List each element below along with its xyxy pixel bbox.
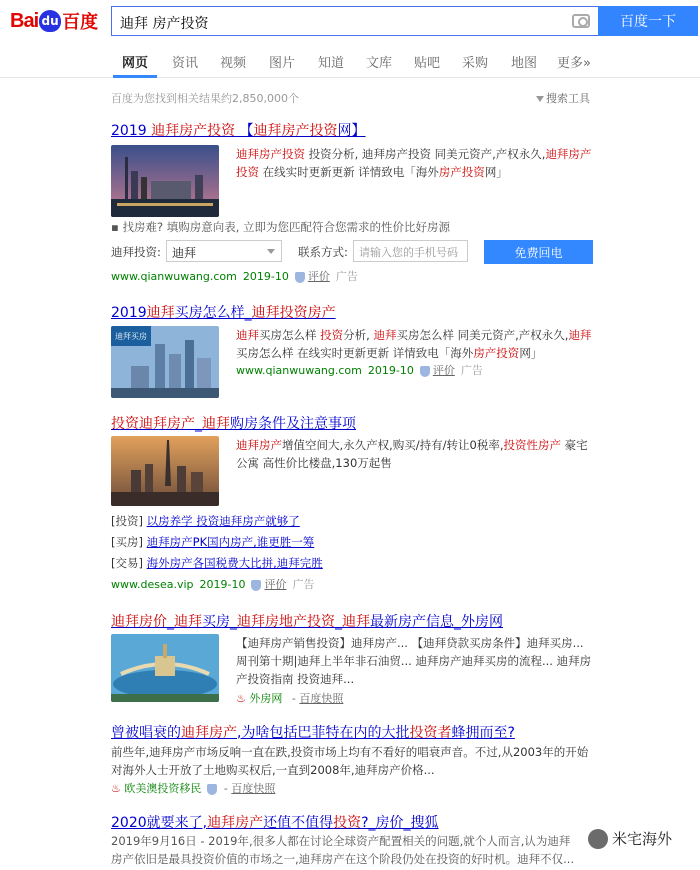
desc-text: 豪宅 公寓 高性价比楼盘,130万起售 (236, 438, 588, 470)
title-highlight: 迪拜房产 (207, 815, 264, 831)
result-4-description: 【迪拜房产销售投资】迪拜房产... 【迪拜贷款买房条件】迪拜买房... 周刊第十期|迪拜上半年非石油贸... 迪拜房产迪拜买房的流程... 迪拜房产投资指南 投资迪拜... (236, 636, 592, 686)
title-highlight: 迪拜房产 (181, 725, 237, 741)
title-text: 【 (235, 123, 254, 139)
result-1-description (236, 145, 596, 181)
baidu-logo[interactable] (10, 8, 98, 34)
tab-tieba[interactable]: 贴吧 (414, 56, 441, 71)
result-3-thumbnail[interactable] (111, 436, 219, 506)
tab-web[interactable]: 网页 (122, 56, 149, 71)
result-4-meta: ♨ 外房网 - 百度快照 (236, 692, 344, 705)
search-input[interactable] (111, 6, 598, 36)
palm-island-image (111, 634, 219, 702)
desc-highlight: 投资 (320, 328, 344, 342)
search-query[interactable]: 迪拜 房产投资 (120, 16, 209, 32)
result-source[interactable]: 欧美澳投资移民 (124, 782, 202, 795)
result-5-meta: ♨ 欧美澳投资移民 - 百度快照 (111, 782, 276, 795)
tab-map[interactable]: 地图 (511, 56, 538, 71)
result-4-thumbnail[interactable] (111, 634, 219, 702)
investment-select-value: 迪拜 (172, 246, 197, 260)
phone-field[interactable]: 请输入您的手机号码 (353, 240, 468, 262)
header (0, 0, 700, 44)
desc-highlight: 迪拜房产投资 (236, 147, 592, 179)
title-highlight: 迪拜 (202, 416, 230, 432)
title-highlight: 迪拜房产投资 (253, 123, 338, 139)
logo-baidu-text: 百度 (62, 12, 99, 33)
title-text: 网】 (337, 123, 366, 139)
title-highlight: 迪拜 (146, 305, 175, 321)
title-text: 还值不值得 (263, 815, 334, 831)
title-highlight: 投资 (333, 815, 362, 831)
watermark (588, 828, 672, 849)
tab-more[interactable]: 更多» (557, 56, 591, 71)
result-url[interactable]: www.qianwuwang.com (111, 270, 237, 283)
tab-wenku[interactable]: 文库 (366, 56, 393, 71)
title-text: _ (335, 614, 342, 630)
desc-text: 买房怎么样 同美元资产,产权永久, (396, 328, 569, 342)
sublink-row[interactable] (111, 555, 323, 571)
result-2-title[interactable] (111, 302, 336, 322)
result-1-tip: ▪ 找房难? 填购房意向表, 立即为您匹配符合您需求的性价比好房源 (111, 220, 451, 234)
shield-icon (207, 784, 217, 795)
result-5-description: 前些年,迪拜房产市场反响一直在跌,投资市场上均有不看好的唱衰声音。不过,从2003年的开始对海外人士开放了土地购买权后,一直到2008年,迪拜房产价格... (111, 745, 589, 777)
logo-bai-text: Bai (10, 9, 39, 32)
search-tools[interactable] (536, 90, 590, 106)
review-link[interactable]: 评价 (307, 270, 330, 283)
title-text: 买房怎么样_ (174, 305, 252, 321)
title-text: 购房条件及注意事项 (230, 416, 356, 432)
result-source[interactable]: 外房网 (249, 692, 283, 705)
result-5-title[interactable] (111, 722, 515, 742)
desc-highlight: 投资性房产 (503, 438, 562, 452)
review-link[interactable]: 评价 (264, 578, 287, 591)
title-text: 买房_ (202, 614, 237, 630)
result-count: 百度为您找到相关结果约2,850,000个 (111, 92, 299, 105)
title-highlight: 迪拜房地产投资 (237, 614, 335, 630)
form-label-contact: 联系方式: (298, 245, 348, 259)
title-text: 曾被唱衰的 (111, 725, 181, 741)
result-2-description (236, 326, 596, 362)
paw-icon: du (39, 10, 61, 32)
title-text: ?_房价_搜狐 (361, 815, 439, 831)
dubai-towers-image (111, 326, 219, 398)
desc-text: 买房怎么样 (259, 328, 321, 342)
desc-text: 增值空间大,永久产权,购买/持有/转让0税率, (282, 438, 504, 452)
result-url[interactable]: www.qianwuwang.com (236, 364, 362, 377)
title-highlight: 迪拜 (342, 614, 370, 630)
thumb-caption: 迪拜买房 (115, 332, 147, 341)
title-text: 蜂拥而至? (451, 725, 515, 741)
result-6-title[interactable] (111, 812, 439, 832)
result-1-title[interactable] (111, 120, 366, 140)
desc-highlight: 房产投资 (438, 165, 485, 179)
desc-text: 网」 (484, 165, 508, 179)
pin-icon: ♨ (236, 692, 246, 705)
chevron-down-icon (267, 249, 275, 254)
title-text: _ (195, 416, 202, 432)
title-highlight: 迪拜房价 (111, 614, 167, 630)
active-tab-indicator (113, 75, 157, 78)
result-4-title[interactable] (111, 611, 503, 631)
tab-purchase[interactable]: 采购 (462, 56, 489, 71)
title-highlight: 投资者 (409, 725, 452, 741)
ad-label: 广告 (335, 270, 358, 283)
title-highlight: 迪拜房产投资 (151, 123, 236, 139)
tab-zhidao[interactable]: 知道 (318, 56, 345, 71)
nav-tabs (0, 44, 700, 78)
result-2-thumbnail[interactable] (111, 326, 219, 398)
title-text: 2019 (111, 123, 152, 139)
form-label-investment: 迪拜投资: (111, 245, 161, 259)
sublink[interactable]: 海外房产各国税费大比拼,迪拜完胜 (146, 556, 323, 570)
search-button[interactable]: 百度一下 (598, 6, 698, 36)
ad-label: 广告 (460, 364, 483, 377)
title-text: _ (167, 614, 174, 630)
desc-highlight: 迪拜 (373, 328, 397, 342)
result-6-description: 2019年9月16日 - 2019年,很多人都在讨论全球资产配置相关的问题,就个人而言,认为迪拜房产依旧是最具投资价值的市场之一,迪拜房产在这个阶段仍处在投资的好时机。迪拜不仅... (111, 834, 575, 866)
title-highlight: 投资迪拜房产 (111, 416, 195, 432)
result-1-thumbnail[interactable] (111, 145, 219, 217)
camera-icon[interactable] (572, 14, 590, 28)
investment-select[interactable] (166, 240, 282, 262)
tab-video[interactable]: 视频 (220, 56, 247, 71)
snapshot-link[interactable]: 百度快照 (231, 782, 276, 795)
title-text: ,为啥包括巴菲特在内的大批 (237, 725, 410, 741)
shield-icon (420, 366, 430, 377)
result-date: 2019-10 (199, 578, 246, 591)
wechat-account-icon (588, 829, 608, 849)
result-date: 2019-10 (242, 270, 289, 283)
desc-text: 投资分析, 迪拜房产投资 同美元资产,产权永久, (305, 147, 546, 161)
sublink-tag: [投资] (111, 514, 143, 528)
result-3-title[interactable] (111, 413, 356, 433)
title-highlight: 迪拜 (174, 614, 202, 630)
pin-icon: ♨ (111, 782, 121, 795)
desc-highlight: 迪拜房产 (236, 438, 282, 452)
result-url[interactable]: www.desea.vip (111, 578, 194, 591)
sublink-row[interactable] (111, 513, 300, 529)
dubai-sunset-image (111, 436, 219, 506)
sublink-row[interactable] (111, 534, 314, 550)
sublink[interactable]: 以房养学 投资迪拜房产就够了 (146, 514, 300, 528)
result-2-meta (236, 362, 483, 378)
shield-icon (251, 580, 261, 591)
result-3-meta (111, 576, 314, 592)
title-highlight: 迪拜投资房产 (251, 305, 336, 321)
desc-text: 买房怎么样 在线实时更新更新 详情致电「海外 (236, 346, 474, 360)
desc-highlight: 迪拜 (568, 328, 592, 342)
title-text: 2020就要来了, (111, 815, 208, 831)
result-1-meta (111, 268, 358, 284)
watermark-text: 米宅海外 (612, 830, 673, 848)
result-3-description (236, 436, 596, 472)
title-text: 最新房产信息_外房网 (370, 614, 503, 630)
title-text: 2019 (111, 305, 147, 321)
shield-icon (295, 272, 305, 283)
tab-news[interactable]: 资讯 (172, 56, 199, 71)
desc-text: 网」 (519, 346, 543, 360)
search-tools-label: 搜索工具 (546, 92, 590, 105)
filter-icon (536, 96, 544, 102)
ad-label: 广告 (292, 578, 315, 591)
desc-text: 在线实时更新更新 详情致电「海外 (259, 165, 439, 179)
review-link[interactable]: 评价 (432, 364, 455, 377)
desc-highlight: 迪拜 (236, 328, 259, 342)
result-date: 2019-10 (367, 364, 414, 377)
sublink-tag: [交易] (111, 556, 143, 570)
dubai-skyline-image (111, 145, 219, 217)
sublink-tag: [买房] (111, 535, 143, 549)
desc-text: 分析, (343, 328, 374, 342)
desc-highlight: 迪拜房产投资 (236, 147, 305, 161)
sublink[interactable]: 迪拜房产PK国内房产,谁更胜一筹 (146, 535, 315, 549)
snapshot-link[interactable]: 百度快照 (299, 692, 344, 705)
tab-images[interactable]: 图片 (269, 56, 296, 71)
desc-highlight: 房产投资 (473, 346, 520, 360)
free-callback-button[interactable]: 免费回电 (484, 240, 593, 264)
